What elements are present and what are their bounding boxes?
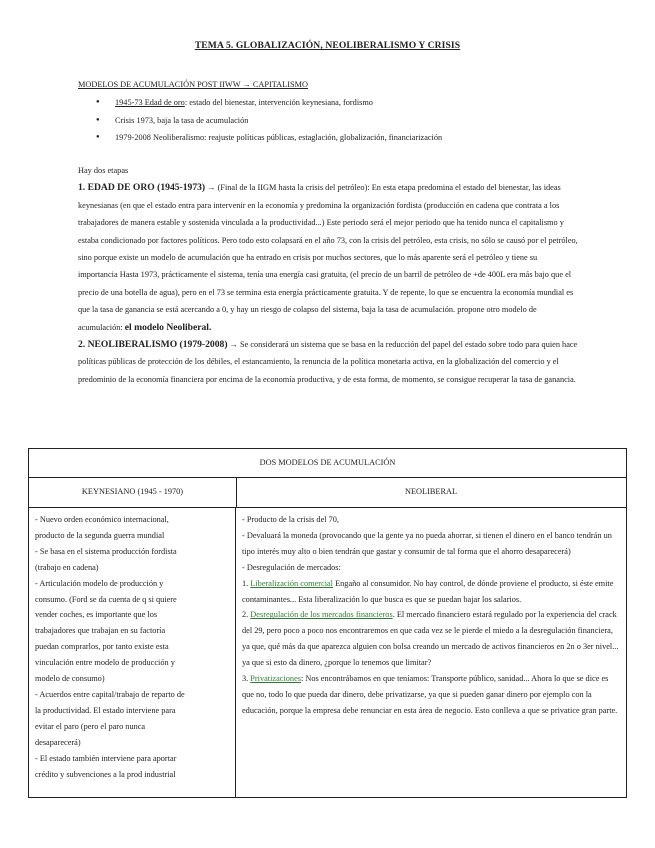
neolib-text: Se considerará un sistema que se basa en la reducción del papel del estado sobre todo para quien hace políticas públicas de protección de los débiles, el estancamiento, la renuncia de la política monetaria activa, en la globalización del comercio y el predominio de la economía financiera por encima de la economía productiva, y de esta forma, de momento, se consigue recuperar la tasa de ganancia.: [78, 340, 578, 384]
arrow-icon: →: [227, 340, 240, 350]
bullet-list: [78, 94, 598, 147]
cell-line: - Acuerdos entre capital/trabajo de reparto de: [35, 689, 185, 699]
desregulacion-link[interactable]: Desregulación de los mercados financieros: [250, 610, 393, 620]
cell-line: - Nuevo orden económico internacional,: [35, 515, 169, 524]
table-title: DOS MODELOS DE ACUMULACIÓN: [29, 449, 626, 478]
cell-line: (trabajo en cadena): [35, 562, 99, 572]
cell-line: vender coches, es importante que los: [35, 610, 158, 620]
list-item: [78, 94, 598, 112]
cell-line: - Desregulación de mercados:: [242, 562, 341, 572]
bullet-text: Crisis 1973, baja la tasa de acumulación: [115, 115, 249, 125]
cell-line: - Devaluará la moneda (provocando que la gente ya no pueda ahorrar, si tienen el dinero en el banco tendrán un tipo interés muy alto o bien tendrán que gastar y consumir de tal forma que el ahorro desaparecerá): [242, 530, 612, 556]
cell-line: crédito y subvenciones a la prod industrial: [35, 769, 176, 779]
column-header-keynesiano: KEYNESIANO (1945 - 1970): [29, 477, 237, 508]
cell-paragraph: [242, 607, 620, 671]
cell-line: trabajadores que trabajan en su factoría: [35, 626, 166, 636]
list-item: [78, 112, 598, 130]
item-number: 1.: [242, 578, 251, 588]
liberalizacion-link[interactable]: Liberalización comercial: [250, 578, 333, 588]
list-item: [78, 129, 598, 147]
cell-line: producto de la segunda guerra mundial: [35, 530, 165, 540]
column-header-neoliberal: NEOLIBERAL: [236, 477, 626, 508]
page-title: TEMA 5. GLOBALIZACIÓN, NEOLIBERALISMO Y CRISIS: [194, 40, 461, 51]
edad-oro-paragraph: [78, 179, 578, 336]
bullet-text: 1979-2008 Neoliberalismo: reajuste políticas públicas, estaglación, globalización, financiarización: [115, 133, 443, 142]
cell-line: puedan comprarlos, por tanto existe esta: [35, 642, 169, 652]
cell-line: consumo. (Ford se da cuenta de q si quiere: [35, 594, 177, 604]
cell-line: evitar el paro (pero el paro nunca: [35, 721, 146, 731]
keynesiano-cell: [29, 507, 236, 797]
edad-oro-heading: 1. EDAD DE ORO (1945-1973): [78, 182, 206, 194]
item-text: : Nos encontrábamos en que teníamos: Transporte público, sanidad... Ahora lo que se dice es que no, todo lo que pueda dar dinero, debe privatizarse, ya que si pueden ganar dinero por ejemplo con la educación, porque la empresa debe renunciar en esta área de negocio. Esto conlleva a que se privatice gran parte.: [242, 674, 618, 715]
intro-text: Hay dos etapas: [78, 166, 129, 175]
privatizaciones-link[interactable]: Privatizaciones: [250, 674, 301, 684]
neoliberal-cell: [236, 507, 626, 797]
item-text: Engaño al consumidor. No hay control, de dónde proviene el producto, si éste emite contaminantes... Esta liberalización lo que busca es que se puedan bajar los salarios.: [242, 578, 614, 604]
cell-line: - El estado también interviene para aportar: [35, 753, 177, 763]
cell-line: modelo de consumo): [35, 674, 105, 684]
body-text: [78, 162, 578, 388]
cell-paragraph: [242, 576, 620, 608]
comparison-table: [28, 448, 627, 798]
cell-paragraph: [242, 671, 620, 719]
cell-line: desaparecerá): [35, 737, 81, 747]
cell-line: - Se basa en el sistema producción fordista: [35, 546, 177, 556]
edad-oro-text: (Final de la IIGM hasta la crisis del petróleo): En esta etapa predomina el estado del bienestar, las ideas keynesianas (en que el estado entra para intervenir en la economía y predomina la organización fordista (producción en cadena que contrata a los trabajadores de manera estable y sostenida vinculada a la productividad...) Este periodo será el mejor periodo que ha tenido nunca el capitalismo y estaba condicionado por factores políticos. Pero todo esto colapsará en el año 73, con la crisis del petróleo, esta crisis, no sólo se causó por el petróleo, sino porque existe un modelo de acumulación que ha entrado en crisis por muchos sectores, que lo más aparente será el petróleo y tiene su importancia Hasta 1973, prácticamente el sistema, tenía una energía casi gratuita, (el precio de un barril de petróleo de +de 400L era más bajo que el precio de una botella de agua), pero en el 73 se termina esta energía prácticamente gratuita. Y de repente, lo que se encuentra la economía mundial es que la tasa de ganancia se está acercando a 0, y hay un riesgo de colapso del sistema, baja la tasa de acumulación. propone otro modelo de acumulación:: [78, 183, 578, 332]
neolib-paragraph: [78, 336, 578, 388]
cell-line: - Producto de la crisis del 70,: [242, 515, 340, 524]
cell-line: vinculación entre modelo de producción y: [35, 658, 175, 668]
cell-line: - Articulación modelo de producción y: [35, 578, 164, 588]
edad-oro-conclusion: el modelo Neoliberal.: [124, 321, 212, 333]
cell-line: la productividad. El estado interviene para: [35, 705, 176, 715]
arrow-icon: →: [205, 183, 218, 193]
neolib-heading: 2. NEOLIBERALISMO (1979-2008): [78, 339, 228, 351]
bullet-text: : estado del bienestar, intervención keynesiana, fordismo: [184, 98, 373, 107]
item-text: . El mercado financiero estará regulado por la experiencia del crack del 29, pero poco a poco nos encontraremos en que cada vez se le pierde el miedo a la desregulación financiera, ya que, qué más da que aparezca alguien con bolsa creando un mercado de activos financieros en 2n o 3er nivel... ya que si esto da dinero, ¿porque lo tenemos que limitar?: [242, 610, 619, 668]
section-heading: MODELOS DE ACUMULACIÓN POST IIWW → CAPITALISMO: [78, 80, 308, 89]
bullet-lead: 1945-73 Edad de oro: [115, 98, 185, 107]
item-number: 2.: [242, 610, 251, 620]
item-number: 3.: [242, 674, 251, 684]
